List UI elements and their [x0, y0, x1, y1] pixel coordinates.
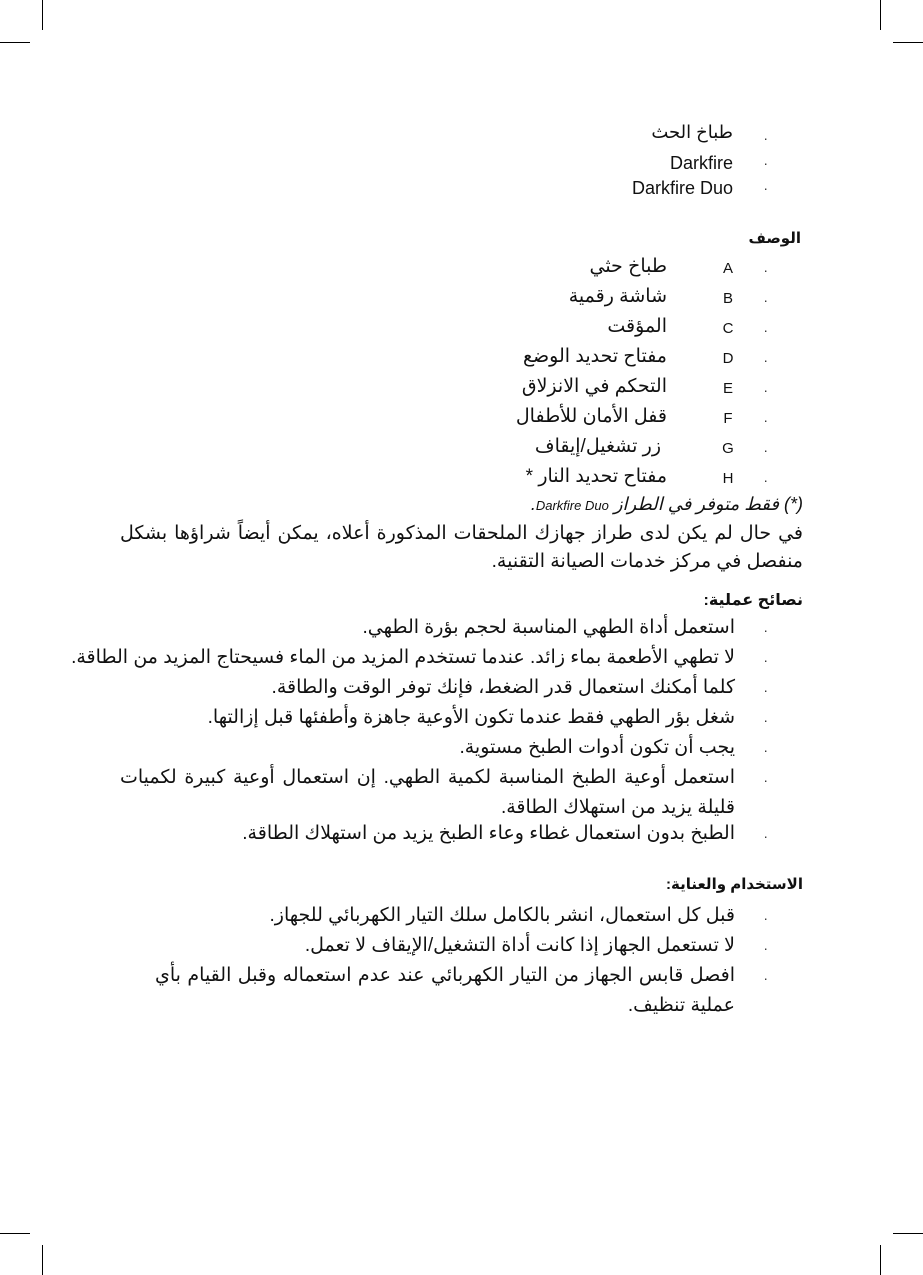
care-item: لا تستعمل الجهاز إذا كانت أداة التشغيل/الإيقاف لا تعمل.	[304, 935, 735, 956]
bullet: ·	[763, 652, 768, 668]
part-name: زر تشغيل/إيقاف	[534, 436, 661, 457]
tip-item: لا تطهي الأطعمة بماء زائد. عندما تستخدم المزيد من الماء فسيحتاج المزيد من الطاقة.	[71, 647, 735, 668]
tip-item: استعمل أوعية الطبخ المناسبة لكمية الطهي. إن استعمال أوعية كبيرة لكميات قليلة يزيد من استهلاك الطاقة.	[120, 767, 735, 818]
bullet: ·	[763, 772, 768, 788]
bullet: ·	[763, 742, 768, 758]
bullet: ·	[763, 412, 768, 428]
description-heading: الوصف	[748, 230, 801, 247]
part-letter: B	[722, 290, 733, 307]
bullet: ·	[763, 180, 768, 196]
tip-item: كلما أمكنك استعمال قدر الضغط، فإنك توفر الوقت والطاقة.	[271, 677, 735, 698]
part-letter: G	[722, 440, 734, 457]
part-letter: D	[722, 350, 734, 367]
tip-item: الطبخ بدون استعمال غطاء وعاء الطبخ يزيد من استهلاك الطاقة.	[242, 823, 735, 844]
bullet: ·	[763, 262, 768, 278]
bullet: ·	[763, 910, 768, 926]
part-letter: F	[723, 410, 733, 427]
part-name: شاشة رقمية	[568, 286, 667, 307]
footnote-model: Darkfire Duo	[535, 498, 609, 513]
bullet: ·	[763, 442, 768, 458]
part-name: مفتاح تحديد النار *	[525, 466, 667, 487]
footnote-dot: .	[530, 494, 536, 514]
model-item: Darkfire	[669, 153, 733, 173]
part-name: قفل الأمان للأطفال	[515, 406, 667, 427]
care-item: قبل كل استعمال، انشر بالكامل سلك التيار الكهربائي للجهاز.	[269, 905, 735, 926]
bullet: ·	[763, 940, 768, 956]
tips-heading: نصائح عملية:	[703, 592, 803, 609]
model-footnote	[531, 494, 803, 515]
part-letter: E	[722, 380, 733, 397]
bullet: ·	[763, 130, 768, 146]
bullet: ·	[763, 292, 768, 308]
part-letter: H	[722, 470, 734, 487]
bullet: ·	[763, 622, 768, 638]
bullet: ·	[763, 970, 768, 986]
bullet: ·	[763, 322, 768, 338]
bullet: ·	[763, 352, 768, 368]
part-name: المؤقت	[607, 316, 667, 337]
tip-item: يجب أن تكون أدوات الطبخ مستوية.	[459, 737, 735, 758]
part-name: طباخ حثي	[589, 256, 667, 277]
model-item: Darkfire Duo	[631, 178, 733, 198]
tip-item: شغل بؤر الطهي فقط عندما تكون الأوعية جاهزة وأطفئها قبل إزالتها.	[207, 707, 735, 728]
bullet: ·	[763, 472, 768, 488]
footnote-text: (*) فقط متوفر في الطراز	[613, 494, 803, 514]
bullet: ·	[763, 155, 768, 171]
use-care-heading: الاستخدام والعناية:	[665, 876, 803, 893]
part-letter: C	[722, 320, 734, 337]
bullet: ·	[763, 828, 768, 844]
accessories-paragraph: في حال لم يكن لدى طراز جهازك الملحقات المذكورة أعلاه، يمكن أيضاً شراؤها بشكل منفصل في مركز خدمات الصيانة التقنية.	[120, 523, 803, 572]
part-name: التحكم في الانزلاق	[521, 376, 667, 397]
bullet: ·	[763, 382, 768, 398]
care-item: افصل قابس الجهاز من التيار الكهربائي عند عدم استعماله وقبل القيام بأي عملية تنظيف.	[155, 965, 735, 1016]
part-name: مفتاح تحديد الوضع	[522, 346, 667, 367]
bullet: ·	[763, 712, 768, 728]
bullet: ·	[763, 682, 768, 698]
part-letter: A	[722, 260, 733, 277]
tip-item: استعمل أداة الطهي المناسبة لحجم بؤرة الطهي.	[362, 617, 735, 638]
model-item: طباخ الحث	[651, 122, 733, 142]
